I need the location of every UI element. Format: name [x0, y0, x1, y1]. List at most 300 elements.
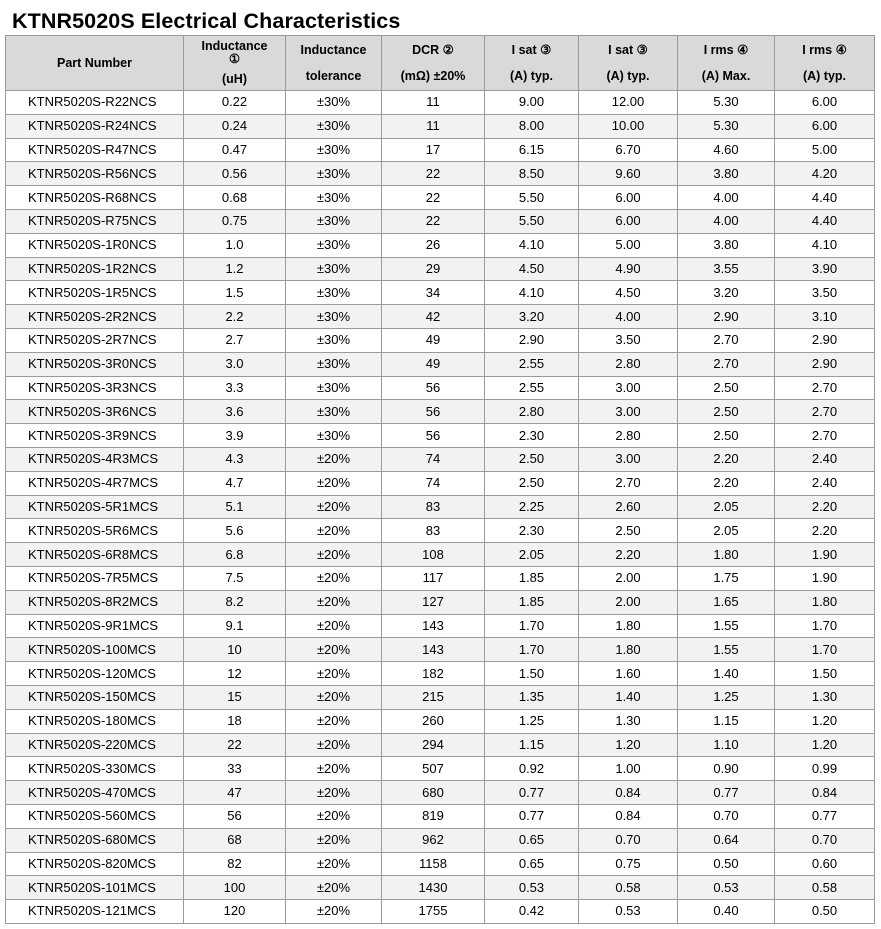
cell-irms-typ: 0.58 [775, 876, 875, 900]
cell-isat-a: 8.50 [485, 162, 579, 186]
cell-irms-max: 0.64 [678, 828, 775, 852]
cell-dcr: 1158 [382, 852, 485, 876]
cell-dcr: 56 [382, 424, 485, 448]
cell-irms-typ: 6.00 [775, 91, 875, 115]
cell-inductance: 120 [184, 900, 286, 924]
cell-isat-a: 8.00 [485, 114, 579, 138]
cell-irms-max: 1.25 [678, 685, 775, 709]
cell-dcr: 143 [382, 638, 485, 662]
cell-irms-typ: 1.90 [775, 566, 875, 590]
table-row [6, 114, 875, 138]
cell-tolerance: ±20% [286, 447, 382, 471]
cell-dcr: 83 [382, 495, 485, 519]
header-line-2: (A) typ. [606, 69, 650, 83]
header-line-1: I rms ④ [802, 43, 847, 57]
cell-irms-max: 2.20 [678, 471, 775, 495]
cell-inductance: 7.5 [184, 566, 286, 590]
header-row [6, 36, 875, 91]
cell-isat-a: 5.50 [485, 186, 579, 210]
cell-irms-max: 0.77 [678, 781, 775, 805]
header-line-2: (uH) [222, 72, 247, 86]
cell-irms-typ: 2.70 [775, 376, 875, 400]
cell-isat-b: 3.50 [579, 328, 678, 352]
cell-part-number: KTNR5020S-330MCS [6, 757, 184, 781]
cell-irms-typ: 0.77 [775, 804, 875, 828]
cell-dcr: 42 [382, 305, 485, 329]
cell-isat-b: 2.80 [579, 352, 678, 376]
cell-isat-a: 1.85 [485, 566, 579, 590]
cell-isat-a: 5.50 [485, 209, 579, 233]
cell-part-number: KTNR5020S-6R8MCS [6, 543, 184, 567]
cell-inductance: 3.3 [184, 376, 286, 400]
cell-isat-a: 1.15 [485, 733, 579, 757]
table-row [6, 685, 875, 709]
cell-isat-b: 1.80 [579, 614, 678, 638]
cell-part-number: KTNR5020S-560MCS [6, 804, 184, 828]
table-row [6, 400, 875, 424]
cell-isat-b: 12.00 [579, 91, 678, 115]
table-row [6, 876, 875, 900]
cell-irms-max: 3.20 [678, 281, 775, 305]
cell-isat-b: 1.30 [579, 709, 678, 733]
cell-isat-b: 0.58 [579, 876, 678, 900]
cell-dcr: 17 [382, 138, 485, 162]
cell-inductance: 0.47 [184, 138, 286, 162]
cell-isat-a: 2.50 [485, 447, 579, 471]
cell-part-number: KTNR5020S-820MCS [6, 852, 184, 876]
cell-part-number: KTNR5020S-121MCS [6, 900, 184, 924]
cell-dcr: 507 [382, 757, 485, 781]
cell-irms-typ: 2.90 [775, 352, 875, 376]
cell-isat-a: 0.92 [485, 757, 579, 781]
cell-tolerance: ±20% [286, 543, 382, 567]
cell-part-number: KTNR5020S-R47NCS [6, 138, 184, 162]
cell-part-number: KTNR5020S-4R3MCS [6, 447, 184, 471]
table-row [6, 781, 875, 805]
cell-inductance: 100 [184, 876, 286, 900]
cell-tolerance: ±20% [286, 781, 382, 805]
cell-irms-max: 2.70 [678, 352, 775, 376]
cell-part-number: KTNR5020S-R68NCS [6, 186, 184, 210]
cell-irms-max: 2.05 [678, 495, 775, 519]
cell-part-number: KTNR5020S-2R7NCS [6, 328, 184, 352]
cell-tolerance: ±20% [286, 733, 382, 757]
cell-irms-typ: 2.90 [775, 328, 875, 352]
cell-part-number: KTNR5020S-4R7MCS [6, 471, 184, 495]
table-row [6, 424, 875, 448]
cell-isat-b: 2.20 [579, 543, 678, 567]
cell-irms-max: 2.50 [678, 424, 775, 448]
cell-isat-b: 1.60 [579, 662, 678, 686]
cell-dcr: 26 [382, 233, 485, 257]
cell-tolerance: ±30% [286, 305, 382, 329]
cell-isat-a: 1.50 [485, 662, 579, 686]
cell-dcr: 294 [382, 733, 485, 757]
cell-isat-a: 2.25 [485, 495, 579, 519]
cell-part-number: KTNR5020S-680MCS [6, 828, 184, 852]
cell-inductance: 9.1 [184, 614, 286, 638]
cell-isat-b: 4.50 [579, 281, 678, 305]
cell-part-number: KTNR5020S-R75NCS [6, 209, 184, 233]
cell-dcr: 108 [382, 543, 485, 567]
table-row [6, 352, 875, 376]
cell-inductance: 47 [184, 781, 286, 805]
cell-irms-typ: 1.70 [775, 614, 875, 638]
cell-isat-a: 1.35 [485, 685, 579, 709]
cell-tolerance: ±20% [286, 519, 382, 543]
cell-tolerance: ±20% [286, 638, 382, 662]
header-line-2: (A) Max. [701, 69, 751, 83]
table-row [6, 709, 875, 733]
cell-isat-b: 3.00 [579, 376, 678, 400]
table-row [6, 91, 875, 115]
cell-part-number: KTNR5020S-3R6NCS [6, 400, 184, 424]
cell-part-number: KTNR5020S-180MCS [6, 709, 184, 733]
cell-inductance: 1.0 [184, 233, 286, 257]
table-row [6, 328, 875, 352]
header-inductance [184, 36, 286, 91]
cell-irms-max: 0.50 [678, 852, 775, 876]
table-row [6, 233, 875, 257]
cell-isat-b: 9.60 [579, 162, 678, 186]
cell-tolerance: ±30% [286, 162, 382, 186]
cell-isat-b: 6.70 [579, 138, 678, 162]
cell-isat-a: 0.53 [485, 876, 579, 900]
table-row [6, 662, 875, 686]
cell-tolerance: ±20% [286, 852, 382, 876]
table-row [6, 828, 875, 852]
cell-isat-a: 2.30 [485, 424, 579, 448]
cell-irms-typ: 0.70 [775, 828, 875, 852]
cell-dcr: 143 [382, 614, 485, 638]
cell-irms-typ: 4.40 [775, 209, 875, 233]
cell-irms-max: 3.80 [678, 162, 775, 186]
header-line-2: (A) typ. [509, 69, 554, 83]
cell-dcr: 22 [382, 162, 485, 186]
table-body [6, 91, 875, 924]
table-row [6, 162, 875, 186]
cell-isat-b: 1.00 [579, 757, 678, 781]
cell-part-number: KTNR5020S-5R6MCS [6, 519, 184, 543]
cell-isat-a: 3.20 [485, 305, 579, 329]
cell-dcr: 74 [382, 447, 485, 471]
cell-isat-b: 2.00 [579, 566, 678, 590]
cell-irms-typ: 2.70 [775, 400, 875, 424]
cell-irms-max: 1.75 [678, 566, 775, 590]
cell-inductance: 2.2 [184, 305, 286, 329]
cell-isat-a: 0.65 [485, 852, 579, 876]
header-isat-b [579, 36, 678, 91]
cell-isat-a: 0.42 [485, 900, 579, 924]
cell-isat-a: 4.50 [485, 257, 579, 281]
cell-inductance: 4.7 [184, 471, 286, 495]
cell-dcr: 56 [382, 376, 485, 400]
cell-isat-a: 1.70 [485, 638, 579, 662]
cell-isat-b: 2.60 [579, 495, 678, 519]
cell-part-number: KTNR5020S-9R1MCS [6, 614, 184, 638]
cell-isat-a: 0.77 [485, 804, 579, 828]
cell-irms-max: 1.65 [678, 590, 775, 614]
cell-tolerance: ±20% [286, 876, 382, 900]
cell-inductance: 6.8 [184, 543, 286, 567]
cell-part-number: KTNR5020S-1R2NCS [6, 257, 184, 281]
cell-part-number: KTNR5020S-150MCS [6, 685, 184, 709]
cell-isat-b: 0.70 [579, 828, 678, 852]
cell-part-number: KTNR5020S-R56NCS [6, 162, 184, 186]
cell-isat-b: 4.00 [579, 305, 678, 329]
cell-tolerance: ±30% [286, 209, 382, 233]
cell-inductance: 5.6 [184, 519, 286, 543]
header-irms-max [678, 36, 775, 91]
cell-irms-typ: 0.99 [775, 757, 875, 781]
table-row [6, 138, 875, 162]
cell-tolerance: ±30% [286, 257, 382, 281]
cell-isat-a: 1.25 [485, 709, 579, 733]
cell-isat-b: 0.84 [579, 781, 678, 805]
cell-part-number: KTNR5020S-5R1MCS [6, 495, 184, 519]
cell-irms-max: 2.90 [678, 305, 775, 329]
cell-part-number: KTNR5020S-120MCS [6, 662, 184, 686]
cell-irms-max: 5.30 [678, 91, 775, 115]
cell-inductance: 2.7 [184, 328, 286, 352]
cell-part-number: KTNR5020S-R22NCS [6, 91, 184, 115]
cell-irms-max: 1.15 [678, 709, 775, 733]
cell-irms-typ: 4.10 [775, 233, 875, 257]
header-line-1: I sat ③ [511, 43, 552, 57]
cell-inductance: 10 [184, 638, 286, 662]
cell-tolerance: ±30% [286, 328, 382, 352]
cell-dcr: 680 [382, 781, 485, 805]
cell-part-number: KTNR5020S-220MCS [6, 733, 184, 757]
table-row [6, 281, 875, 305]
cell-tolerance: ±30% [286, 424, 382, 448]
cell-isat-b: 4.90 [579, 257, 678, 281]
cell-irms-typ: 1.20 [775, 709, 875, 733]
cell-isat-a: 2.30 [485, 519, 579, 543]
table-row [6, 447, 875, 471]
table-row [6, 566, 875, 590]
cell-irms-max: 2.05 [678, 519, 775, 543]
cell-irms-max: 0.40 [678, 900, 775, 924]
cell-part-number: KTNR5020S-100MCS [6, 638, 184, 662]
cell-inductance: 0.22 [184, 91, 286, 115]
cell-isat-a: 2.05 [485, 543, 579, 567]
table-row [6, 852, 875, 876]
cell-tolerance: ±20% [286, 614, 382, 638]
cell-irms-typ: 4.40 [775, 186, 875, 210]
cell-irms-max: 1.10 [678, 733, 775, 757]
cell-irms-max: 3.80 [678, 233, 775, 257]
cell-isat-b: 6.00 [579, 209, 678, 233]
cell-inductance: 82 [184, 852, 286, 876]
header-part-number [6, 36, 184, 91]
table-row [6, 471, 875, 495]
cell-tolerance: ±30% [286, 91, 382, 115]
cell-tolerance: ±20% [286, 900, 382, 924]
table-row [6, 733, 875, 757]
cell-tolerance: ±30% [286, 186, 382, 210]
cell-isat-b: 0.84 [579, 804, 678, 828]
cell-inductance: 12 [184, 662, 286, 686]
table-row [6, 257, 875, 281]
cell-irms-max: 4.60 [678, 138, 775, 162]
cell-irms-max: 2.50 [678, 376, 775, 400]
cell-irms-max: 0.90 [678, 757, 775, 781]
cell-irms-typ: 1.50 [775, 662, 875, 686]
cell-dcr: 962 [382, 828, 485, 852]
cell-isat-b: 2.00 [579, 590, 678, 614]
cell-irms-typ: 0.50 [775, 900, 875, 924]
cell-inductance: 15 [184, 685, 286, 709]
cell-dcr: 22 [382, 186, 485, 210]
cell-isat-b: 2.50 [579, 519, 678, 543]
header-line-2: tolerance [305, 69, 362, 83]
cell-part-number: KTNR5020S-7R5MCS [6, 566, 184, 590]
cell-inductance: 68 [184, 828, 286, 852]
cell-irms-max: 1.80 [678, 543, 775, 567]
cell-irms-typ: 1.30 [775, 685, 875, 709]
cell-irms-typ: 4.20 [775, 162, 875, 186]
cell-irms-typ: 2.70 [775, 424, 875, 448]
header-line-1: I sat ③ [608, 43, 648, 57]
cell-inductance: 18 [184, 709, 286, 733]
cell-isat-a: 4.10 [485, 281, 579, 305]
cell-irms-typ: 0.60 [775, 852, 875, 876]
cell-dcr: 22 [382, 209, 485, 233]
cell-tolerance: ±20% [286, 804, 382, 828]
cell-irms-max: 2.20 [678, 447, 775, 471]
cell-dcr: 49 [382, 352, 485, 376]
cell-tolerance: ±30% [286, 233, 382, 257]
table-header [6, 36, 875, 91]
header-line-1: I rms ④ [703, 43, 749, 57]
cell-part-number: KTNR5020S-1R0NCS [6, 233, 184, 257]
cell-dcr: 49 [382, 328, 485, 352]
cell-tolerance: ±20% [286, 828, 382, 852]
cell-part-number: KTNR5020S-R24NCS [6, 114, 184, 138]
cell-irms-max: 0.70 [678, 804, 775, 828]
cell-isat-a: 1.70 [485, 614, 579, 638]
cell-irms-typ: 3.10 [775, 305, 875, 329]
cell-isat-a: 2.80 [485, 400, 579, 424]
cell-tolerance: ±20% [286, 590, 382, 614]
cell-dcr: 182 [382, 662, 485, 686]
cell-tolerance: ±20% [286, 757, 382, 781]
table-row [6, 757, 875, 781]
header-isat-a [485, 36, 579, 91]
cell-irms-max: 4.00 [678, 186, 775, 210]
cell-isat-a: 0.77 [485, 781, 579, 805]
table-row [6, 900, 875, 924]
cell-isat-b: 2.80 [579, 424, 678, 448]
cell-irms-max: 5.30 [678, 114, 775, 138]
cell-irms-max: 2.70 [678, 328, 775, 352]
cell-isat-a: 4.10 [485, 233, 579, 257]
cell-irms-max: 1.40 [678, 662, 775, 686]
table-row [6, 638, 875, 662]
cell-isat-a: 1.85 [485, 590, 579, 614]
cell-isat-a: 2.55 [485, 376, 579, 400]
cell-irms-typ: 2.40 [775, 471, 875, 495]
cell-irms-max: 2.50 [678, 400, 775, 424]
cell-inductance: 0.68 [184, 186, 286, 210]
cell-irms-max: 1.55 [678, 638, 775, 662]
cell-isat-b: 3.00 [579, 400, 678, 424]
table-row [6, 305, 875, 329]
cell-irms-typ: 2.40 [775, 447, 875, 471]
electrical-characteristics-table [5, 35, 875, 924]
cell-irms-typ: 1.80 [775, 590, 875, 614]
cell-isat-b: 0.53 [579, 900, 678, 924]
cell-dcr: 34 [382, 281, 485, 305]
cell-tolerance: ±20% [286, 566, 382, 590]
cell-isat-a: 2.90 [485, 328, 579, 352]
cell-isat-a: 9.00 [485, 91, 579, 115]
cell-isat-b: 1.20 [579, 733, 678, 757]
cell-dcr: 29 [382, 257, 485, 281]
cell-part-number: KTNR5020S-3R9NCS [6, 424, 184, 448]
cell-dcr: 127 [382, 590, 485, 614]
cell-isat-b: 10.00 [579, 114, 678, 138]
cell-irms-typ: 3.90 [775, 257, 875, 281]
cell-inductance: 33 [184, 757, 286, 781]
cell-isat-b: 3.00 [579, 447, 678, 471]
header-irms-typ [775, 36, 875, 91]
cell-irms-typ: 0.84 [775, 781, 875, 805]
cell-irms-typ: 2.20 [775, 495, 875, 519]
cell-isat-a: 2.50 [485, 471, 579, 495]
header-line-2: (A) typ. [802, 69, 847, 83]
header-line-1: Inductance ① [201, 39, 268, 66]
table-row [6, 495, 875, 519]
cell-irms-max: 3.55 [678, 257, 775, 281]
cell-dcr: 1755 [382, 900, 485, 924]
cell-tolerance: ±30% [286, 376, 382, 400]
cell-part-number: KTNR5020S-3R0NCS [6, 352, 184, 376]
cell-irms-typ: 1.90 [775, 543, 875, 567]
cell-inductance: 3.6 [184, 400, 286, 424]
cell-irms-typ: 1.70 [775, 638, 875, 662]
cell-isat-b: 2.70 [579, 471, 678, 495]
header-line-1: Part Number [56, 56, 133, 70]
cell-irms-max: 1.55 [678, 614, 775, 638]
cell-tolerance: ±30% [286, 400, 382, 424]
cell-tolerance: ±30% [286, 281, 382, 305]
cell-irms-max: 4.00 [678, 209, 775, 233]
cell-dcr: 83 [382, 519, 485, 543]
table-row [6, 519, 875, 543]
cell-part-number: KTNR5020S-470MCS [6, 781, 184, 805]
cell-dcr: 117 [382, 566, 485, 590]
cell-dcr: 56 [382, 400, 485, 424]
table-row [6, 209, 875, 233]
cell-part-number: KTNR5020S-1R5NCS [6, 281, 184, 305]
header-inductance-tolerance [286, 36, 382, 91]
header-dcr [382, 36, 485, 91]
cell-dcr: 215 [382, 685, 485, 709]
cell-dcr: 11 [382, 91, 485, 115]
cell-isat-a: 2.55 [485, 352, 579, 376]
header-line-1: Inductance [300, 43, 367, 57]
header-line-1: DCR ② [412, 43, 454, 57]
cell-irms-typ: 1.20 [775, 733, 875, 757]
cell-inductance: 1.2 [184, 257, 286, 281]
cell-irms-max: 0.53 [678, 876, 775, 900]
cell-inductance: 3.0 [184, 352, 286, 376]
cell-tolerance: ±20% [286, 709, 382, 733]
cell-irms-typ: 5.00 [775, 138, 875, 162]
header-line-2: (mΩ) ±20% [400, 69, 466, 83]
